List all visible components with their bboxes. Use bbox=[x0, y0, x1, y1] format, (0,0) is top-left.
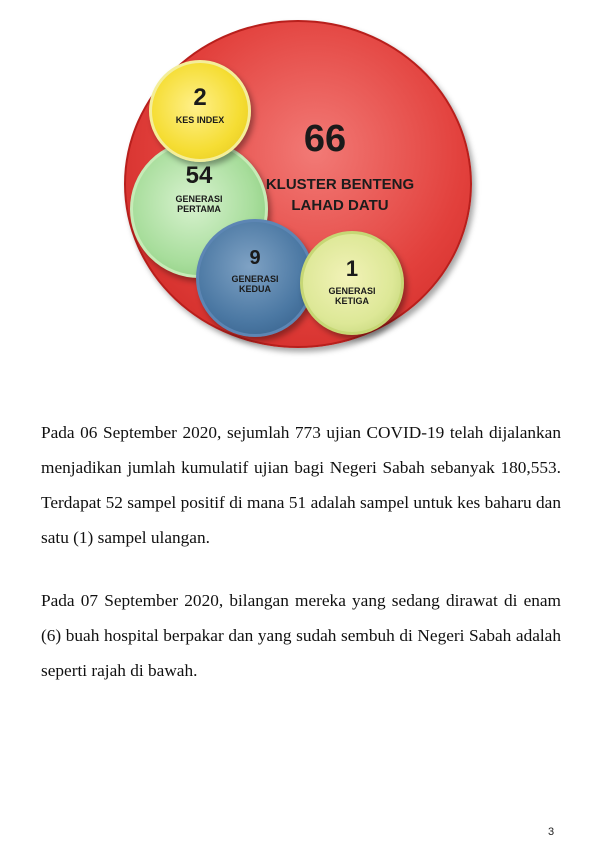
kes-index-label: KES INDEX bbox=[175, 115, 225, 125]
generasi-pertama-label-line2: PERTAMA bbox=[177, 204, 221, 215]
generasi-ketiga-label-line2: KETIGA bbox=[334, 296, 369, 307]
generasi-pertama-label bbox=[130, 194, 268, 215]
generasi-ketiga-label bbox=[300, 286, 404, 307]
generasi-kedua-value: 9 bbox=[249, 247, 261, 269]
cluster-bubble-diagram bbox=[0, 0, 602, 380]
paragraph-testing-summary: Pada 06 September 2020, sejumlah 773 ujian COVID-19 telah dijalankan menjadikan jumlah kumulatif ujian bagi Negeri Sabah sebanyak 180,553. Terdapat 52 sampel positif di mana 51 adalah sampel untuk kes baharu dan satu (1) sampel ulangan. bbox=[41, 423, 561, 547]
main-cluster-value: 66 bbox=[303, 118, 347, 160]
main-cluster-label bbox=[255, 174, 425, 216]
generasi-ketiga-bubble bbox=[300, 231, 404, 335]
generasi-pertama-value: 54 bbox=[185, 162, 213, 189]
generasi-ketiga-label-line1: GENERASI bbox=[328, 286, 376, 296]
paragraph-hospital-summary: Pada 07 September 2020, bilangan mereka yang sedang dirawat di enam (6) buah hospital berpakar dan yang sudah sembuh di Negeri Sabah adalah seperti rajah di bawah. bbox=[41, 591, 561, 680]
generasi-pertama-label-line1: GENERASI bbox=[175, 194, 223, 204]
generasi-kedua-label-line1: GENERASI bbox=[231, 274, 279, 284]
main-cluster-label-line1: KLUSTER BENTENG bbox=[265, 176, 415, 193]
generasi-ketiga-value: 1 bbox=[345, 256, 359, 281]
kes-index-value: 2 bbox=[193, 84, 207, 111]
generasi-kedua-label bbox=[196, 274, 314, 295]
main-cluster-label-line2: LAHAD DATU bbox=[291, 197, 389, 214]
page-number: 3 bbox=[548, 826, 555, 838]
generasi-kedua-label-line2: KEDUA bbox=[238, 284, 271, 295]
